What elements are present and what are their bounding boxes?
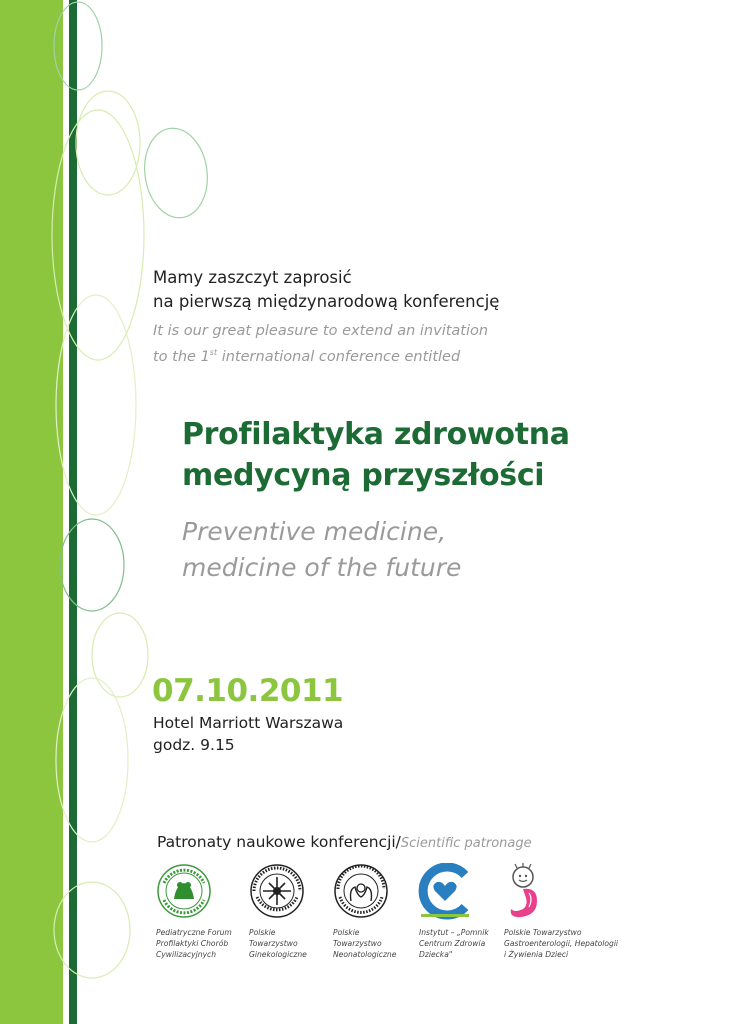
forum-logo-icon	[156, 863, 212, 919]
caption-line: Pediatryczne Forum	[156, 928, 232, 937]
caption-line: Profilaktyki Chorób	[156, 939, 229, 948]
caption-line: Centrum Zdrowia	[419, 939, 486, 948]
caption-line: Polskie	[333, 928, 360, 937]
invitation-en-line2	[153, 342, 488, 368]
invitation-pl-line2: na pierwszą międzynarodową konferencję	[153, 292, 500, 311]
conference-title-english	[182, 514, 461, 586]
patronage-heading-en: Scientific patronage	[400, 836, 532, 851]
caption-line: Instytut – „Pomnik	[419, 928, 489, 937]
caption-line: Gastroenterologii, Hepatologii	[504, 939, 619, 948]
patronage-heading-pl: Patronaty naukowe konferencji/	[157, 833, 401, 851]
conference-title-polish	[182, 414, 570, 496]
czd-caption	[419, 927, 489, 960]
invitation-en-line2-end: international conference entitled	[217, 348, 461, 365]
gastro-caption	[504, 927, 618, 960]
caption-line: Ginekologiczne	[249, 950, 307, 959]
neonatology-caption	[333, 927, 396, 960]
ordinal-suffix: st	[209, 348, 218, 357]
caption-line: i Żywienia Dzieci	[504, 950, 569, 959]
caption-line: Towarzystwo	[333, 939, 382, 948]
caption-line: Neonatologiczne	[333, 950, 397, 959]
title-pl-line1: Profilaktyka zdrowotna	[182, 417, 570, 452]
event-venue: Hotel Marriott Warszawa	[153, 714, 344, 732]
czd-institute-logo-icon	[415, 863, 475, 923]
gynecology-society-logo-icon	[249, 863, 305, 919]
gastro-society-logo-icon	[503, 863, 549, 923]
invitation-polish	[153, 266, 499, 314]
caption-line: Cywilizacyjnych	[156, 950, 217, 959]
caption-line: Towarzystwo	[249, 939, 298, 948]
event-time: godz. 9.15	[153, 736, 235, 754]
gynecology-caption	[249, 927, 307, 960]
neonatology-society-logo-icon	[333, 863, 389, 919]
title-en-line2: medicine of the future	[182, 553, 462, 582]
invitation-pl-line1: Mamy zaszczyt zaprosić	[153, 268, 352, 287]
invitation-en-line2-start: to the 1	[153, 348, 210, 365]
caption-line: Dziecka"	[419, 950, 453, 959]
event-date: 07.10.2011	[152, 673, 344, 709]
patronage-heading	[157, 833, 532, 851]
forum-caption	[156, 927, 232, 960]
title-en-line1: Preventive medicine,	[182, 517, 447, 546]
caption-line: Polskie	[249, 928, 276, 937]
event-venue-block	[153, 712, 343, 756]
invitation-en-line1: It is our great pleasure to extend an invitation	[153, 323, 489, 339]
title-pl-line2: medycyną przyszłości	[182, 458, 545, 493]
invitation-english	[153, 321, 488, 368]
caption-line: Polskie Towarzystwo	[504, 928, 582, 937]
